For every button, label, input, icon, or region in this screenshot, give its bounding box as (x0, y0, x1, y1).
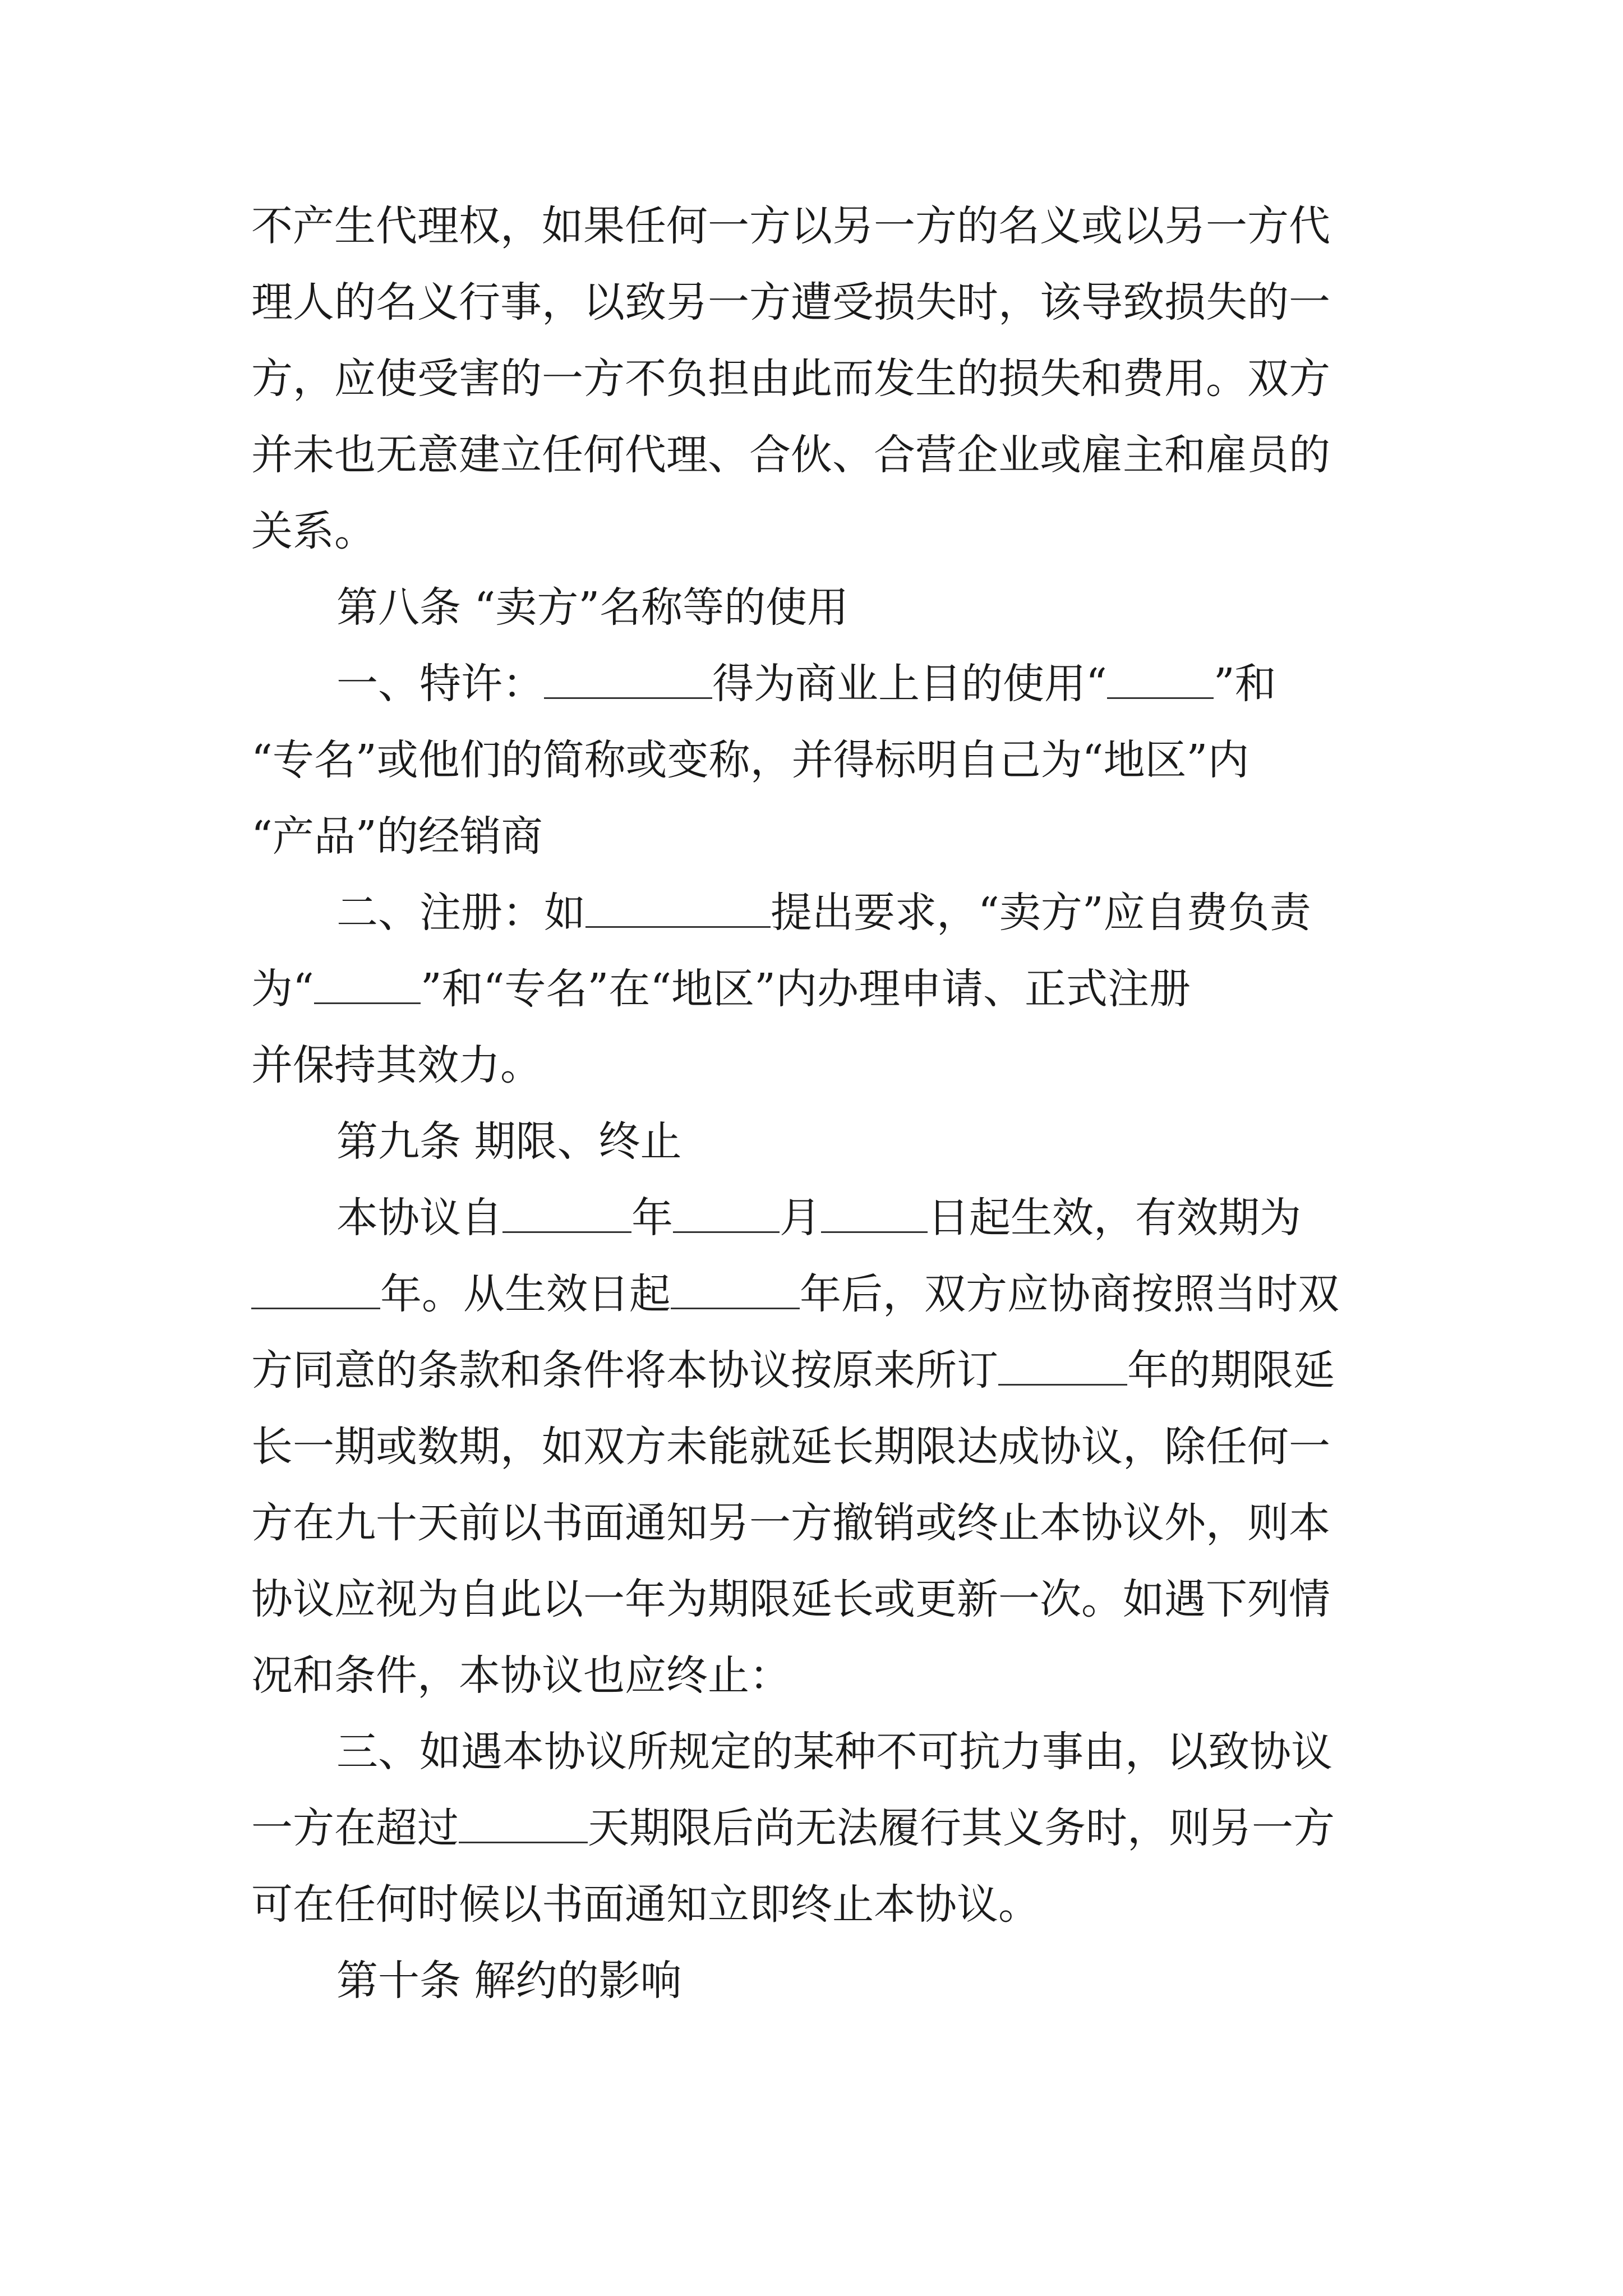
text-line: 况和条件，本协议也应终止： (251, 1651, 791, 1700)
text-line: 不产生代理权，如果任何一方以另一方的名义或以另一方代 (251, 202, 1330, 250)
text-segment: 年的期限延 (1127, 1346, 1335, 1395)
text-line (251, 1789, 1373, 1867)
fill-in-blank (544, 658, 712, 699)
text-line (251, 1331, 1373, 1410)
fill-in-blank (459, 1802, 588, 1843)
text-line (251, 950, 1373, 1028)
article-8-item-2-line (336, 873, 1458, 952)
text-line: 协议应视为自此以一年为期限延长或更新一次。如遇下列情 (251, 1575, 1330, 1623)
article-9-body-line (336, 1179, 1458, 1257)
text-segment: 二、注册：如 (336, 889, 585, 937)
article-8-item-1-line (336, 645, 1458, 723)
fill-in-blank (314, 963, 421, 1004)
text-segment: 月 (780, 1194, 821, 1242)
text-segment: 年 (631, 1194, 673, 1242)
fill-in-blank (821, 1192, 928, 1233)
text-segment: 日起生效，有效期为 (928, 1194, 1301, 1242)
text-line: “产品”的经销商 (251, 812, 543, 861)
text-line: 并保持其效力。 (251, 1041, 542, 1089)
fill-in-blank (1107, 658, 1214, 699)
text-segment: 本协议自 (336, 1194, 502, 1242)
fill-in-blank (671, 1268, 800, 1309)
text-segment: 年。从生效日起 (380, 1270, 671, 1318)
text-line: “专名”或他们的简称或变称，并得标明自己为“地区”内 (251, 736, 1249, 784)
text-line (251, 1255, 1373, 1333)
fill-in-blank (673, 1192, 780, 1233)
article-8-heading: 第八条 “卖方”名称等的使用 (336, 583, 849, 632)
text-line: 方在九十天前以书面通知另一方撤销或终止本协议外，则本 (251, 1499, 1330, 1547)
text-segment: 天期限后尚无法履行其义务时，则另一方 (588, 1804, 1335, 1852)
text-segment: 为“ (251, 965, 314, 1013)
text-line: 方，应使受害的一方不负担由此而发生的损失和费用。双方 (251, 355, 1330, 403)
article-10-heading: 第十条 解约的影响 (336, 1957, 682, 2005)
text-line: 可在任何时候以书面通知立即终止本协议。 (251, 1880, 1040, 1929)
text-line: 理人的名义行事，以致另一方遭受损失时，该导致损失的一 (251, 278, 1330, 326)
text-segment: 年后，双方应协商按照当时双 (800, 1270, 1339, 1318)
article-9-heading: 第九条 期限、终止 (336, 1117, 682, 1166)
text-segment: 得为商业上目的使用“ (712, 660, 1107, 708)
text-line: 长一期或数期，如双方未能就延长期限达成协议，除任何一 (251, 1423, 1330, 1471)
fill-in-blank (998, 1345, 1127, 1386)
text-segment: 一方在超过 (251, 1804, 459, 1852)
text-segment: ”和“专名”在“地区”内办理申请、正式注册 (420, 965, 1191, 1013)
fill-in-blank (502, 1192, 631, 1233)
text-line: 关系。 (251, 507, 376, 555)
fill-in-blank (251, 1268, 380, 1309)
fill-in-blank (585, 887, 771, 928)
text-segment: 一、特许： (336, 660, 544, 708)
text-segment: 方同意的条款和条件将本协议按原来所订 (251, 1346, 998, 1395)
text-segment: 提出要求，“卖方”应自费负责 (771, 889, 1311, 937)
text-segment: ”和 (1213, 660, 1276, 708)
text-line: 并未也无意建立任何代理、合伙、合营企业或雇主和雇员的 (251, 431, 1330, 479)
article-9-item-3-line: 三、如遇本协议所规定的某种不可抗力事由，以致协议 (336, 1728, 1332, 1776)
